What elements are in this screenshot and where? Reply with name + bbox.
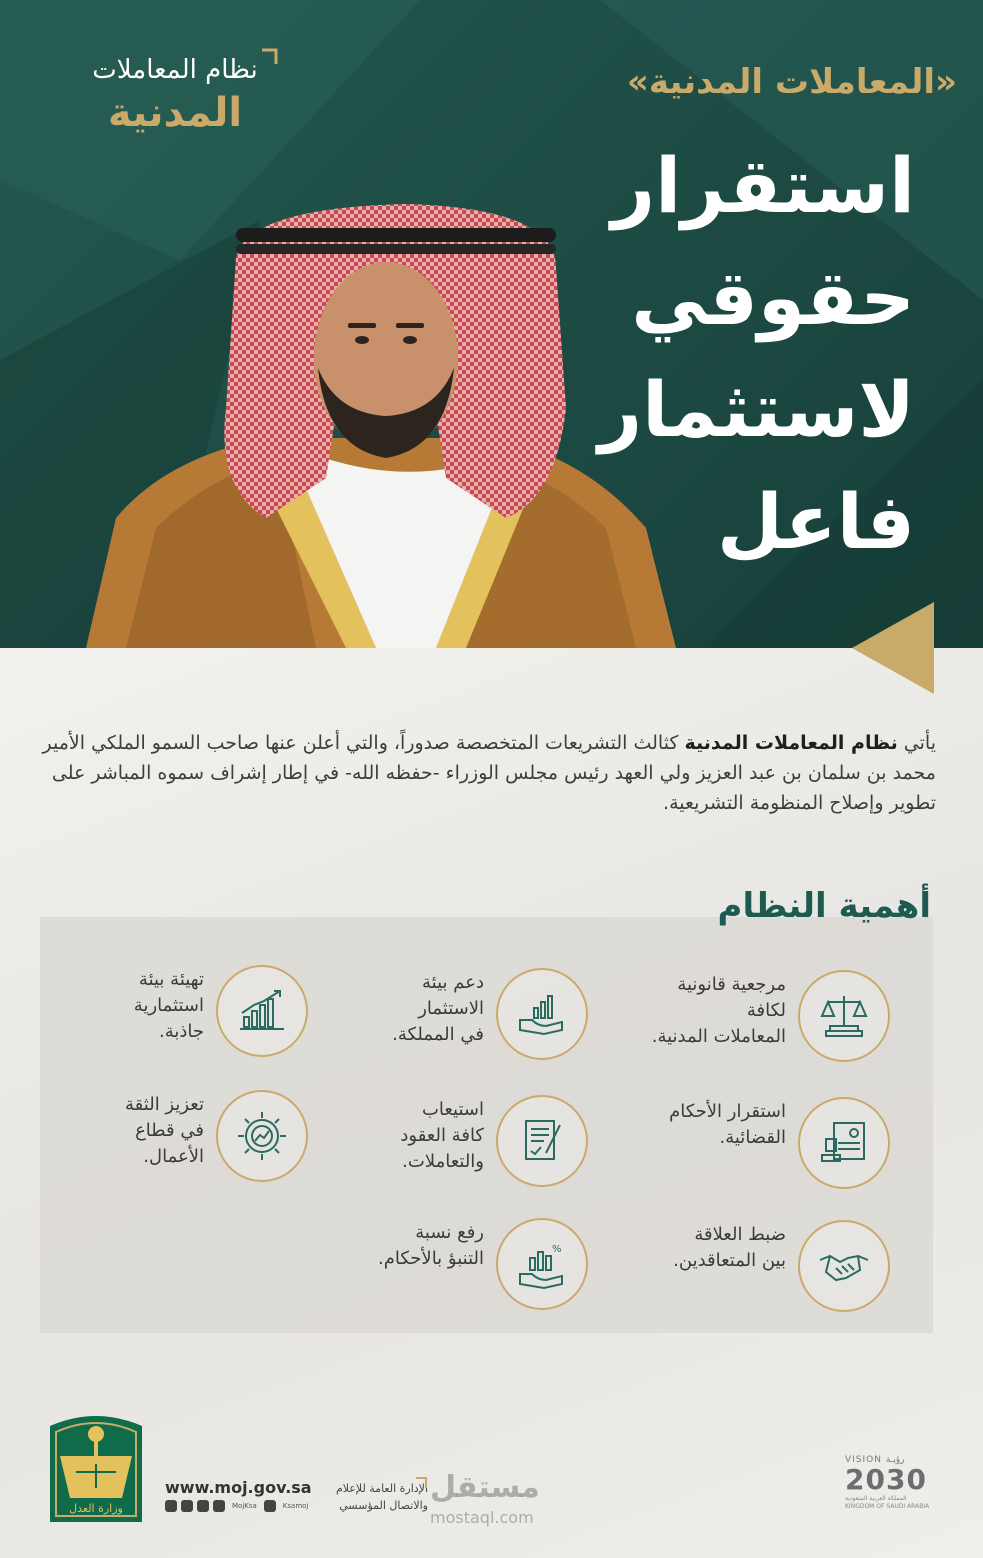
ministry-of-justice-logo	[46, 1406, 146, 1526]
headline-line-3: لاستثمار	[598, 365, 915, 454]
feature-text: رفع نسبة التنبؤ بالأحكام.	[378, 1222, 484, 1269]
vision-2030-logo	[845, 1455, 935, 1511]
certificate-stamp-icon	[798, 1097, 890, 1189]
website-link[interactable]: www.moj.gov.sa	[165, 1478, 312, 1497]
youtube-icon[interactable]	[264, 1500, 276, 1512]
vision-number: 2030	[845, 1463, 927, 1496]
watermark-url: mostaql.com	[430, 1508, 534, 1527]
social-handle-1: MojKsa	[232, 1502, 257, 1510]
feature-text: مرجعية قانونية لكافة المعاملات المدنية.	[651, 974, 786, 1047]
quote-title: «المعاملات المدنية»	[626, 62, 957, 102]
intro-bold: نظام المعاملات المدنية	[684, 732, 898, 754]
feature-text: دعم بيئة الاستثمار في المملكة.	[392, 972, 484, 1045]
snapchat-icon[interactable]	[197, 1500, 209, 1512]
contract-pen-icon	[496, 1095, 588, 1187]
hero-banner	[0, 0, 983, 648]
section-title: أهمية النظام	[717, 886, 931, 926]
vision-subtitle: المملكة العربية السعودية KINGDOM OF SAUDI ARABIA	[845, 1495, 930, 1510]
department-name: الإدارة العامة للإعلام والاتصال المؤسسي	[335, 1482, 428, 1512]
twitter-icon[interactable]	[165, 1500, 177, 1512]
svg-text:%: %	[552, 1244, 562, 1255]
hand-chart-icon	[496, 968, 588, 1060]
logo-line-1: نظام المعاملات	[92, 55, 258, 85]
growth-chart-icon	[216, 965, 308, 1057]
hand-percent-chart-icon	[496, 1218, 588, 1310]
headline-line-4: فاعل	[716, 477, 915, 566]
headline-line-1: استقرار	[611, 141, 915, 230]
social-handle-2: Ksamoj	[282, 1502, 309, 1510]
intro-paragraph	[38, 728, 936, 818]
feature-text: تعزيز الثقة في قطاع الأعمال.	[125, 1094, 204, 1167]
corner-bracket-icon	[260, 48, 278, 66]
scales-icon	[798, 970, 890, 1062]
feature-item	[308, 1218, 588, 1318]
feature-item	[308, 1095, 588, 1195]
logo-line-2: المدنية	[107, 90, 243, 136]
ministry-logo-text: وزارة العدل	[69, 1502, 123, 1515]
intro-text: كثالث التشريعات المتخصصة صدوراً، والتي أعلن عنها صاحب السمو الملكي الأمير محمد بن سلمان بن عبد العزيز ولي العهد رئيس مجلس الوزراء -حفظه الله- في إطار إشراف سموه المباشر على تطوير وإصلاح المنظومة التشريعية.	[42, 732, 936, 814]
feature-item	[308, 968, 588, 1068]
intro-prefix: يأتي	[897, 732, 936, 754]
portrait-illustration	[86, 198, 676, 648]
feature-item	[610, 1220, 890, 1320]
feature-item	[28, 965, 308, 1065]
handshake-icon	[798, 1220, 890, 1312]
feature-text: استيعاب كافة العقود والتعاملات.	[400, 1099, 484, 1172]
gear-chart-icon	[216, 1090, 308, 1182]
system-logo	[60, 52, 290, 138]
feature-item	[610, 1097, 890, 1197]
feature-item	[28, 1090, 308, 1190]
instagram-icon[interactable]	[181, 1500, 193, 1512]
social-links	[165, 1500, 311, 1512]
gold-triangle-decoration	[850, 600, 940, 698]
watermark-arabic: مستقل	[430, 1470, 540, 1505]
feature-item	[610, 970, 890, 1070]
department-mark-icon	[414, 1476, 428, 1490]
feature-text: تهيئة بيئة استثمارية جاذبة.	[133, 969, 204, 1042]
feature-text: استقرار الأحكام القضائية.	[669, 1101, 786, 1148]
linkedin-icon[interactable]	[213, 1500, 225, 1512]
headline-line-2: حقوقي	[631, 253, 915, 342]
vision-label: VISION رؤيـة	[845, 1455, 905, 1465]
feature-text: ضبط العلاقة بين المتعاقدين.	[673, 1224, 786, 1271]
